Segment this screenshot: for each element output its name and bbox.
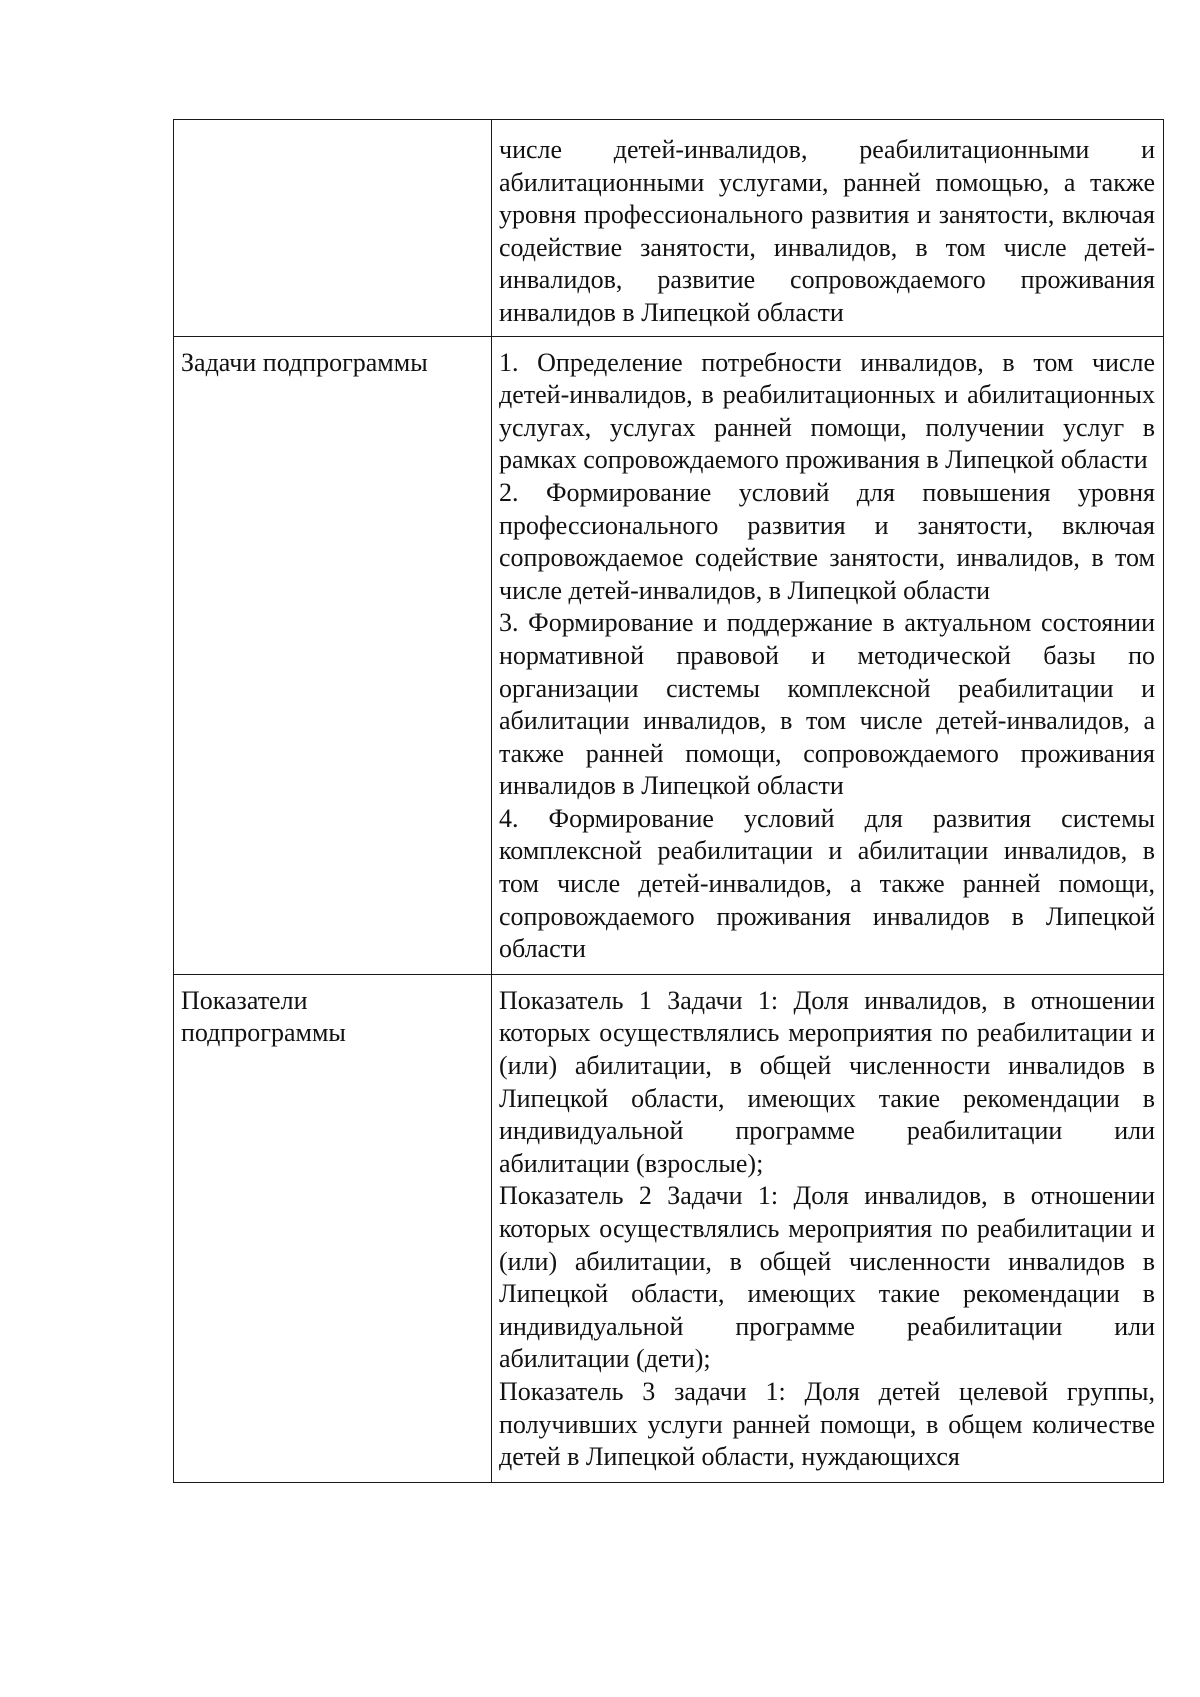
task-2: 2. Формирование условий для повышения уровня профессионального развития и занятости, включая сопровождаемое содействие занятости, инвалидов, в том числе детей-инвалидов, в Липецкой области <box>499 477 1155 605</box>
indicators-label-line-1: Показатели <box>181 985 308 1015</box>
tasks-label: Задачи подпрограммы <box>181 347 428 377</box>
goal-continuation-cell <box>492 120 1164 337</box>
table-row <box>174 336 1164 974</box>
row-label-indicators <box>174 974 492 1482</box>
task-4: 4. Формирование условий для развития системы комплексной реабилитации и абилитации инвалидов, в том числе детей-инвалидов, а также ранней помощи, сопровождаемого проживания инвалидов в Липецкой области <box>499 803 1155 964</box>
indicators-label-line-2: подпрограммы <box>181 1018 346 1048</box>
task-1: 1. Определение потребности инвалидов, в том числе детей-инвалидов, в реабилитационных и абилитационных услугах, услугах ранней помощи, получении услуг в рамках сопровождаемого проживания в Липецкой области <box>499 347 1155 475</box>
task-3: 3. Формирование и поддержание в актуальном состоянии нормативной правовой и методической базы по организации системы комплексной реабилитации и абилитации инвалидов, в том числе детей-инвалидов, а также ранней помощи, сопровождаемого проживания инвалидов в Липецкой области <box>499 608 1155 801</box>
row-label-empty <box>174 120 492 337</box>
indicator-1: Показатель 1 Задачи 1: Доля инвалидов, в отношении которых осуществлялись мероприятия по реабилитации и (или) абилитации, в общей численности инвалидов в Липецкой области, имеющих такие рекомендации в индивидуальной программе реабилитации или абилитации (взрослые); <box>499 985 1155 1178</box>
indicator-3: Показатель 3 задачи 1: Доля детей целевой группы, получивших услуги ранней помощи, в общем количестве детей в Липецкой области, нуждающихся <box>499 1376 1155 1472</box>
indicator-2: Показатель 2 Задачи 1: Доля инвалидов, в отношении которых осуществлялись мероприятия по реабилитации и (или) абилитации, в общей численности инвалидов в Липецкой области, имеющих такие рекомендации в индивидуальной программе реабилитации или абилитации (дети); <box>499 1181 1155 1374</box>
indicators-cell <box>492 974 1164 1482</box>
subprogram-passport-table <box>173 119 1164 1483</box>
table-row <box>174 120 1164 337</box>
tasks-cell <box>492 336 1164 974</box>
table-row <box>174 974 1164 1482</box>
goal-continuation-text: числе детей-инвалидов, реабилитационными и абилитационными услугами, ранней помощью, а также уровня профессионального развития и занятости, включая содействие занятости, инвалидов, в том числе детей-инвалидов, развитие сопровождаемого проживания инвалидов в Липецкой области <box>499 135 1155 327</box>
row-label-tasks <box>174 336 492 974</box>
